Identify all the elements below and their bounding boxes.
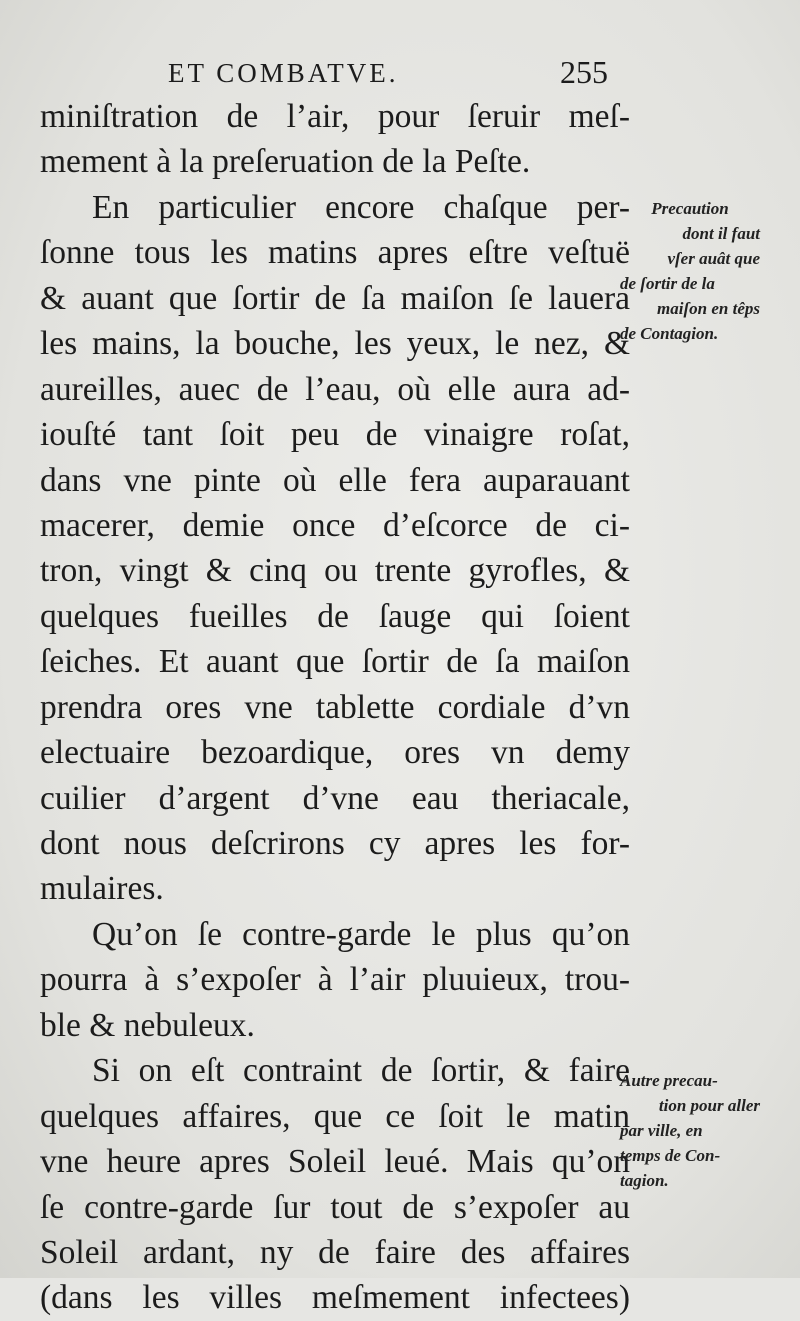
marginal-line: temps de Con-: [620, 1146, 721, 1165]
page-number: 255: [560, 54, 608, 90]
marginal-line: de Contagion.: [620, 324, 719, 343]
text-line: (dans les villes meſmement infectees): [40, 1279, 630, 1317]
text-line: mulaires.: [40, 870, 164, 908]
text-line: ſeiches. Et auant que ſortir de ſa maiſon: [40, 643, 630, 681]
marginal-line: par ville, en: [620, 1121, 703, 1140]
text-line: les mains, la bouche, les yeux, le nez, &: [40, 325, 630, 363]
text-line: aureilles, auec de l’eau, où elle aura ad-: [40, 370, 630, 408]
text-line: prendra ores vne tablette cordiale d’vn: [40, 688, 630, 726]
marginal-note-precaution: [620, 196, 760, 346]
text-line: En particulier encore chaſque per-: [92, 188, 630, 226]
text-line: quelques affaires, que ce ſoit le matin: [40, 1097, 630, 1135]
text-line: quelques fueilles de ſauge qui ſoient: [40, 597, 630, 635]
marginal-note-autre-precaution: [620, 1068, 760, 1193]
text-line: Soleil ardant, ny de faire des affaires: [40, 1233, 630, 1271]
text-line: vne heure apres Soleil leué. Mais qu’on: [40, 1143, 630, 1181]
text-line: ſonne tous les matins apres eſtre veſtuë: [40, 234, 630, 272]
text-line: mement à la preſeruation de la Peſte.: [40, 143, 531, 181]
marginal-line: dont il faut: [682, 224, 760, 243]
marginal-line: vſer auât que: [667, 249, 760, 268]
text-line: macerer, demie once d’eſcorce de ci-: [40, 506, 630, 544]
text-line: pourra à s’expoſer à l’air pluuieux, trou-: [40, 961, 630, 999]
text-line: cuilier d’argent d’vne eau theriacale,: [40, 779, 630, 817]
text-line: miniſtration de l’air, pour ſeruir meſ-: [40, 98, 630, 135]
marginal-line: maiſon en têps: [657, 299, 760, 318]
page-header: [168, 54, 608, 98]
text-line: ble & nebuleux.: [40, 1006, 255, 1044]
text-line: electuaire bezoardique, ores vn demy: [40, 734, 630, 772]
marginal-line: Autre precau-: [620, 1071, 718, 1090]
text-line: ſe contre-garde ſur tout de s’expoſer au: [40, 1188, 630, 1226]
marginal-line: de ſortir de la: [620, 274, 715, 293]
text-line: & auant que ſortir de ſa maiſon ſe lauera: [40, 279, 630, 317]
text-line: dont nous deſcrirons cy apres les for-: [40, 825, 630, 862]
text-line: tron, vingt & cinq ou trente gyrofles, &: [40, 552, 630, 590]
running-title: ET COMBATVE.: [168, 58, 399, 88]
marginal-line: tion pour aller: [658, 1096, 760, 1115]
text-line: dans vne pinte où elle fera auparauant: [40, 461, 630, 499]
text-line: Qu’on ſe contre-garde le plus qu’on: [92, 915, 630, 953]
body-text: [40, 94, 630, 1321]
marginal-line: tagion.: [620, 1171, 669, 1190]
marginal-line: Precaution: [651, 199, 729, 218]
text-line: iouſté tant ſoit peu de vinaigre roſat,: [40, 416, 630, 454]
text-line: Si on eſt contraint de ſortir, & faire: [92, 1052, 630, 1090]
